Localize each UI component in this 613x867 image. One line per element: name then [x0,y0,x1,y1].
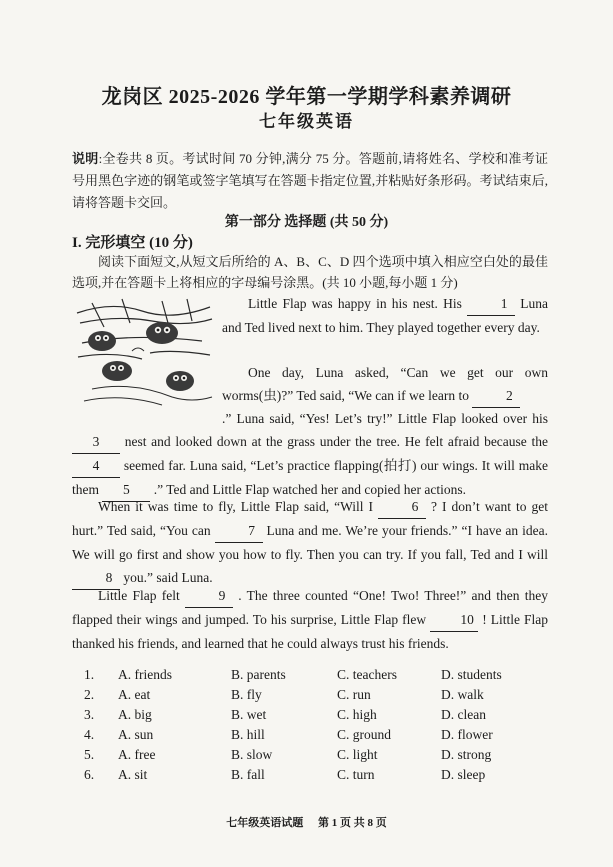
option-number: 5. [84,747,95,762]
option-b: B. hill [231,727,265,742]
option-a: A. sun [118,727,154,742]
option-c: C. teachers [337,667,397,682]
option-b: B. fall [231,767,265,782]
footer-page-number: 第 1 页 共 8 页 [318,817,387,829]
birds-in-nest-illustration [72,293,216,411]
blank-8: 8 [72,566,120,590]
blank-1: 1 [467,292,515,316]
p3-text-d: you.” said Luna. [123,570,213,585]
passage-paragraph-4 [72,584,548,655]
option-c: C. high [337,707,377,722]
section-directions: 阅读下面短文,从短文后所给的 A、B、C、D 四个选项中填入相应空白处的最佳选项,并在答题卡上将相应的字母编号涂黑。(共 10 小题,每小题 1 分) [72,254,548,290]
option-c: C. ground [337,727,391,742]
option-number: 1. [84,667,95,682]
p2-text-a: One day, Luna asked, “Can we get our own worms(虫)?” Ted said, “We can if we learn to [222,365,548,403]
p3-text-c: Luna and me. We’re your friends.” “I have an idea. We will go first and show you how to fly. Then you can try. If you fall, Ted and I will [72,523,549,562]
exam-instructions [72,148,548,214]
option-number: 3. [84,707,95,722]
passage-paragraph-1 [222,292,548,339]
option-number: 4. [84,727,95,742]
option-a: A. free [118,747,156,762]
option-d: D. clean [441,707,486,722]
option-row-6 [84,765,544,785]
part-title: 第一部分 选择题 (共 50 分) [224,215,389,230]
section-title: I. 完形填空 (10 分) [72,235,193,251]
page-footer [0,814,613,830]
option-c: C. turn [337,767,375,782]
blank-5: 5 [102,478,150,502]
option-c: C. light [337,747,378,762]
p2-text-b: .” Luna said, “Yes! Let’s try!” Little Flap looked over his [222,411,548,426]
passage-paragraph-2a [222,361,548,408]
option-row-5 [84,745,544,765]
option-number: 2. [84,687,95,702]
footer-subject: 七年级英语试题 [226,817,304,829]
blank-3: 3 [72,430,120,454]
option-a: A. friends [118,667,172,682]
p3-text-b: ? I don’t want to get hurt.” Ted said, “You can [72,499,548,538]
blank-6: 6 [378,495,426,519]
p1-text-b: Luna and Ted lived next to him. They played together every day. [222,296,549,335]
option-a: A. big [118,707,152,722]
p2-text-c: nest and looked down at the grass under the tree. He felt afraid because the [124,434,548,449]
blank-10: 10 [430,608,478,632]
option-d: D. flower [441,727,493,742]
p2-text-e: .” Ted and Little Flap watched her and copied her actions. [153,482,466,497]
option-row-4 [84,725,544,745]
option-d: D. walk [441,687,484,702]
option-a: A. sit [118,767,148,782]
blank-9: 9 [185,584,233,608]
option-b: B. slow [231,747,273,762]
instructions-text: :全卷共 8 页。考试时间 70 分钟,满分 75 分。答题前,请将姓名、学校和准考证号用黑色字迹的钢笔或签字笔填写在答题卡指定位置,并粘贴好条形码。考试结束后,请将答题卡交回。 [72,151,548,210]
option-b: B. parents [231,667,286,682]
p3-text-a: When it was time to fly, Little Flap said, “Will I [98,499,374,514]
blank-2: 2 [472,384,520,408]
option-d: D. students [441,667,502,682]
p4-text-b: . The three counted “One! Two! Three!” and then they flapped their wings and jumped. To his surprise, Little Flap flew [72,588,549,627]
exam-title: 龙岗区 2025-2026 学年第一学期学科素养调研 [101,86,512,108]
p4-text-a: Little Flap felt [98,588,180,603]
option-d: D. sleep [441,767,486,782]
exam-subtitle: 七年级英语 [259,112,354,131]
p2-text-d: seemed far. Luna said, “Let’s practice flapping(拍打) our wings. It will make them [72,458,549,497]
option-d: D. strong [441,747,492,762]
option-b: B. fly [231,687,262,702]
passage-paragraph-2b [72,407,548,502]
option-row-1 [84,665,544,685]
blank-4: 4 [72,454,120,478]
option-c: C. run [337,687,371,702]
option-row-3 [84,705,544,725]
option-b: B. wet [231,707,267,722]
p4-text-c: ! Little Flap thanked his friends, and learned that he could always trust his friends. [72,612,549,651]
passage-paragraph-3 [72,495,548,590]
blank-7: 7 [215,519,263,543]
option-a: A. eat [118,687,151,702]
option-number: 6. [84,767,95,782]
option-row-2 [84,685,544,705]
instructions-label: 说明 [72,151,99,166]
p1-text-a: Little Flap was happy in his nest. His [248,296,462,311]
answer-options [84,665,544,785]
